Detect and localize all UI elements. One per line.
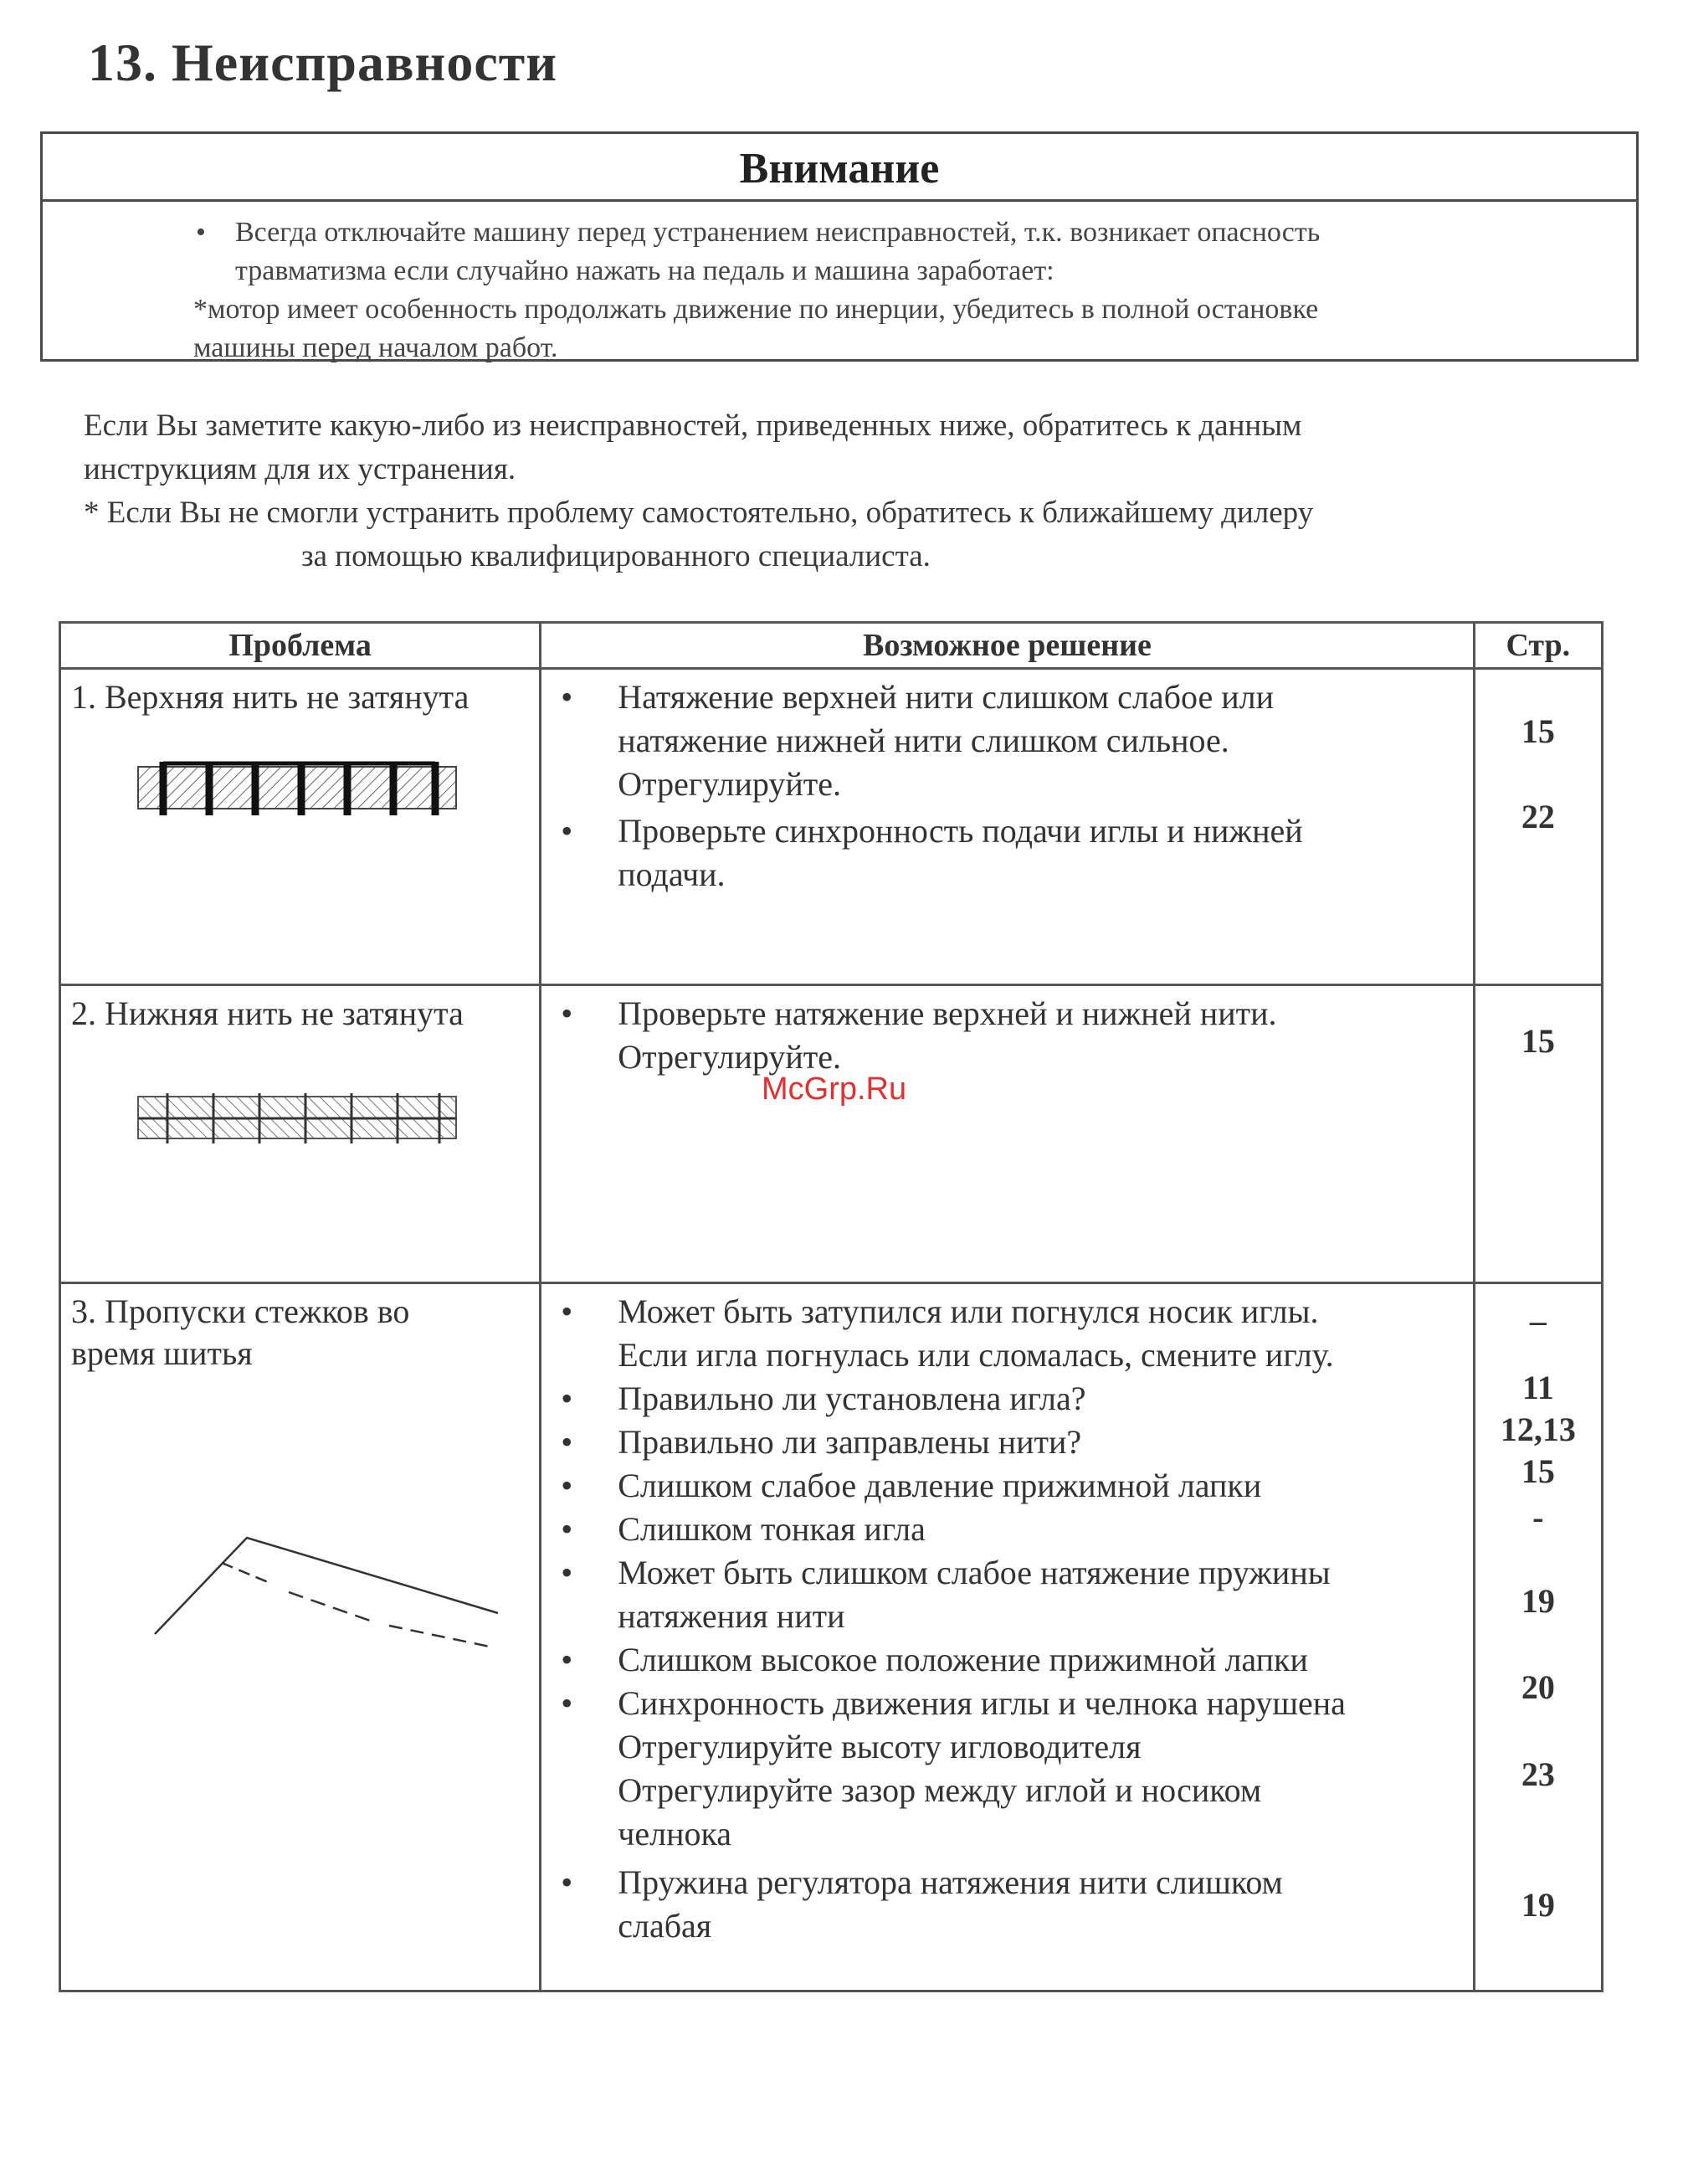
- warning-heading: Внимание: [43, 134, 1636, 202]
- warning-box: [40, 131, 1639, 362]
- solution-text: Отрегулируйте.: [618, 765, 841, 803]
- solution-item: • Может быть затупился или погнулся носик иглы.: [542, 1290, 1471, 1334]
- solution-text: Если игла погнулась или сломалась, смените иглу.: [618, 1336, 1334, 1374]
- page-number: 15: [1521, 1452, 1555, 1490]
- intro-line: инструкциям для их устранения.: [84, 452, 516, 486]
- intro-line: Если Вы заметите какую-либо из неисправностей, приведенных ниже, обратитесь к данным: [84, 409, 1302, 443]
- bullet-icon: •: [561, 1510, 573, 1548]
- header-problem: Проблема: [60, 623, 541, 669]
- problem-text: 2. Нижняя нить не затянута: [71, 994, 464, 1032]
- problem-cell: [60, 669, 541, 985]
- solution-item: • Слишком тонкая игла: [542, 1508, 1471, 1551]
- solution-item: • Может быть слишком слабое натяжение пружины: [542, 1551, 1471, 1595]
- stitch-diagram-upper-loose: [130, 752, 464, 827]
- warning-text: *мотор имеет особенность продолжать движение по инерции, убедитесь в полной остановке: [193, 294, 1319, 325]
- page-number: 11: [1521, 1369, 1554, 1406]
- bullet-icon: •: [561, 1684, 573, 1722]
- skipped-stitch-diagram: [138, 1467, 523, 1659]
- page-number: 15: [1521, 712, 1555, 750]
- warning-text: Всегда отключайте машину перед устранением неисправностей, т.к. возникает опасность: [235, 217, 1321, 248]
- table-row: [60, 985, 1603, 1283]
- warning-line: [43, 252, 1636, 290]
- intro-line: за помощью квалифицированного специалиста.: [301, 539, 931, 573]
- bullet-icon: •: [561, 1641, 573, 1678]
- table-header-row: [60, 623, 1603, 669]
- solution-item: • Синхронность движения иглы и челнока нарушена: [542, 1682, 1471, 1725]
- solution-item: • Натяжение верхней нити слишком слабое или: [542, 676, 1471, 719]
- bullet-icon: •: [561, 678, 573, 716]
- solution-item: • Правильно ли установлена игла?: [542, 1377, 1471, 1421]
- bullet-icon: •: [561, 1863, 573, 1901]
- warning-line: [43, 329, 1636, 367]
- page-number: 12,13: [1500, 1411, 1576, 1448]
- page-number: 19: [1521, 1582, 1555, 1620]
- bullet-icon: •: [561, 1380, 573, 1417]
- solution-item: • Проверьте натяжение верхней и нижней нити.: [542, 992, 1471, 1035]
- intro-line: * Если Вы не смогли устранить проблему самостоятельно, обратитесь к ближайшему дилеру: [84, 496, 1314, 530]
- solution-text: Отрегулируйте высоту игловодителя: [618, 1728, 1142, 1765]
- table-row: [60, 1283, 1603, 1991]
- problem-text: время шитья: [71, 1334, 253, 1372]
- warning-line: [43, 213, 1636, 252]
- solution-text: челнока: [618, 1815, 732, 1853]
- bullet-icon: •: [196, 217, 206, 248]
- page-number: –: [1529, 1302, 1547, 1339]
- warning-body: [43, 202, 1636, 367]
- solution-item: • Правильно ли заправлены нити?: [542, 1421, 1471, 1464]
- solution-text: слабая: [618, 1907, 712, 1945]
- header-solution: Возможное решение: [541, 623, 1474, 669]
- problem-cell: [60, 985, 541, 1283]
- page-cell: [1474, 1283, 1602, 1991]
- bullet-icon: •: [561, 994, 573, 1032]
- warning-text: травматизма если случайно нажать на педаль и машина заработает:: [235, 255, 1054, 286]
- solution-item: • Слишком слабое давление прижимной лапки: [542, 1464, 1471, 1508]
- bullet-icon: •: [561, 1467, 573, 1504]
- page-number: 19: [1521, 1886, 1555, 1924]
- page-number: 22: [1521, 798, 1555, 835]
- page-number: 15: [1521, 1022, 1555, 1060]
- solution-text: натяжения нити: [618, 1597, 845, 1635]
- watermark: McGrp.Ru: [762, 1071, 907, 1107]
- bullet-icon: •: [561, 812, 573, 850]
- solution-text: Отрегулируйте.: [618, 1038, 841, 1076]
- stitch-diagram-lower-loose: [130, 1085, 464, 1152]
- page-title: 13. Неисправности: [88, 33, 558, 92]
- solution-text: натяжение нижней нити слишком сильное.: [618, 722, 1229, 759]
- table-row: [60, 669, 1603, 985]
- page-number: 23: [1521, 1755, 1555, 1793]
- page-number: 20: [1521, 1668, 1555, 1706]
- problem-text: 1. Верхняя нить не затянута: [71, 678, 469, 716]
- warning-text: машины перед началом работ.: [193, 332, 558, 363]
- page-number: -: [1532, 1498, 1544, 1536]
- page-cell: [1474, 669, 1602, 985]
- problem-cell: [60, 1283, 541, 1991]
- solution-item: • Слишком высокое положение прижимной лапки: [542, 1638, 1471, 1682]
- solution-cell: [541, 985, 1474, 1283]
- header-page: Стр.: [1474, 623, 1602, 669]
- solution-text: Отрегулируйте зазор между иглой и носиком: [618, 1771, 1262, 1809]
- warning-line: [43, 290, 1636, 329]
- bullet-icon: •: [561, 1554, 573, 1591]
- solution-cell: [541, 1283, 1474, 1991]
- solution-item: • Пружина регулятора натяжения нити слишком: [542, 1861, 1471, 1904]
- intro-text: [84, 404, 1607, 578]
- bullet-icon: •: [561, 1423, 573, 1461]
- page-cell: [1474, 985, 1602, 1283]
- solution-cell: [541, 669, 1474, 985]
- solution-text: подачи.: [618, 856, 726, 893]
- problem-text: 3. Пропуски стежков во: [71, 1292, 410, 1330]
- faults-table: [59, 621, 1603, 1992]
- bullet-icon: •: [561, 1292, 573, 1330]
- solution-item: • Проверьте синхронность подачи иглы и нижней: [542, 809, 1471, 853]
